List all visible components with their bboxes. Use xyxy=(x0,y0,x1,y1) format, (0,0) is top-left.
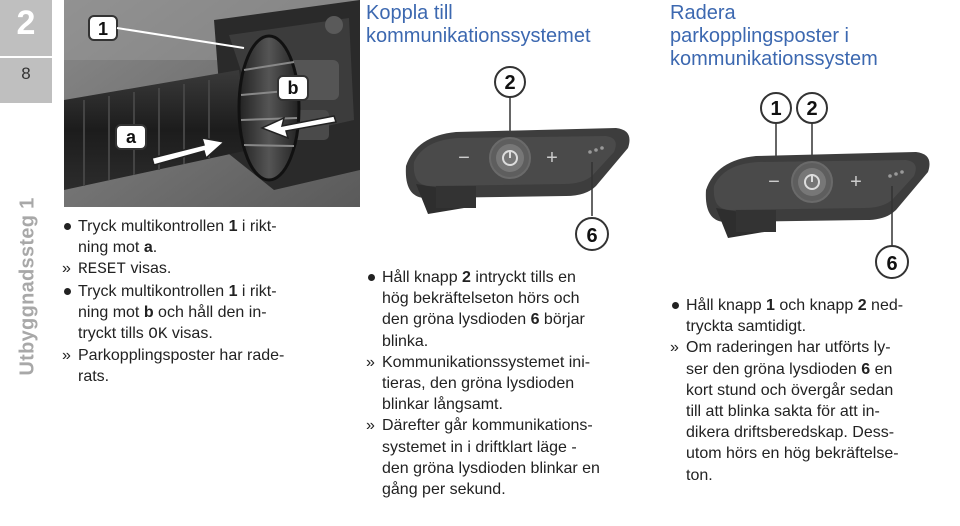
text-line: dikera driftsberedskap. Dess- xyxy=(686,424,895,442)
text-line: ning mot b och håll den in- xyxy=(78,303,267,321)
callout-2-label: 2 xyxy=(806,98,818,120)
text-line: ton. xyxy=(686,466,713,484)
callout-6-label: 6 xyxy=(586,225,598,247)
svg-text:−: − xyxy=(768,171,780,193)
text-line: hög bekräftelseton hörs och xyxy=(382,290,580,308)
result-marker: » xyxy=(62,347,71,365)
text-line: Därefter går kommunikations- xyxy=(382,417,593,435)
text-line: blinkar långsamt. xyxy=(382,396,503,414)
callout-a-label: a xyxy=(125,127,137,147)
communication-unit-illustration xyxy=(670,86,954,286)
instruction-result xyxy=(62,345,352,387)
reference-number: 6 xyxy=(530,311,540,329)
heading-line: kommunikationssystem xyxy=(670,48,878,70)
display-text: RESET xyxy=(78,260,127,279)
bullet-icon xyxy=(368,274,375,281)
communication-unit-photo-pairing xyxy=(366,66,650,262)
col1-instructions xyxy=(62,216,352,388)
bullet-icon xyxy=(64,288,71,295)
reference-number: 1 xyxy=(228,218,238,235)
instruction-step xyxy=(366,267,652,352)
col3-instructions xyxy=(670,295,958,486)
result-marker: » xyxy=(670,339,679,357)
result-marker: » xyxy=(62,260,71,278)
svg-text:−: − xyxy=(458,147,470,169)
text-line: ser den gröna lysdioden 6 en xyxy=(686,360,893,378)
result-marker: » xyxy=(366,353,375,371)
text-line: RESET visas. xyxy=(78,260,172,279)
text-line: gång per sekund. xyxy=(382,481,506,499)
handlebar-illustration xyxy=(64,0,360,207)
text-line: Håll knapp 2 intryckt tills en xyxy=(382,269,576,286)
svg-text:+: + xyxy=(546,147,558,169)
bullet-icon xyxy=(672,302,679,309)
text-line: Om raderingen har utförts ly- xyxy=(686,339,891,357)
svg-text:+: + xyxy=(850,171,862,193)
text-line: Tryck multikontrollen 1 i rikt- xyxy=(78,282,277,300)
heading-line: Radera xyxy=(670,2,736,24)
text-line: systemet in i driftklart läge - xyxy=(382,438,577,456)
heading-line: Koppla till xyxy=(366,2,453,24)
text-line: den gröna lysdioden 6 börjar xyxy=(382,311,585,329)
text-line: Håll knapp 1 och knapp 2 ned- xyxy=(686,297,904,314)
text-line: den gröna lysdioden blinkar en xyxy=(382,459,600,477)
reference-number: a xyxy=(143,239,153,257)
chapter-number: 2 xyxy=(16,4,36,42)
handlebar-multicontroller-photo xyxy=(64,0,360,207)
tab-divider xyxy=(0,56,52,58)
reference-number: 1 xyxy=(766,297,775,314)
text-line: Parkopplingsposter har rade- xyxy=(78,347,285,365)
callout-2-label: 2 xyxy=(504,72,516,94)
section-heading-pairing xyxy=(366,2,656,48)
page-number: 8 xyxy=(21,64,31,83)
col2-instructions xyxy=(366,267,652,500)
reference-number: 2 xyxy=(857,297,867,314)
instruction-result xyxy=(62,258,352,280)
instruction-result xyxy=(366,352,652,416)
text-line: kort stund och övergår sedan xyxy=(686,381,894,399)
callout-6-label: 6 xyxy=(886,253,898,275)
text-line: tryckta samtidigt. xyxy=(686,318,807,336)
callout-b-label: b xyxy=(287,78,299,98)
text-line: till att blinka sakta för att in- xyxy=(686,403,880,421)
instruction-step xyxy=(62,216,352,258)
heading-line: kommunikationssystemet xyxy=(366,25,591,47)
instruction-result xyxy=(670,337,958,485)
side-section-label: Utbyggnadssteg 1 xyxy=(16,197,39,376)
text-line: blinka. xyxy=(382,332,429,350)
result-marker: » xyxy=(366,417,375,435)
heading-line: parkopplingsposter i xyxy=(670,25,849,47)
bullet-icon xyxy=(64,223,71,230)
callout-1-label: 1 xyxy=(97,19,109,39)
callout-1-label: 1 xyxy=(770,98,782,120)
text-line: tryckt tills OK visas. xyxy=(78,325,213,344)
instruction-step xyxy=(670,295,958,337)
section-heading-delete-pairing xyxy=(670,2,960,71)
communication-unit-photo-delete xyxy=(670,86,954,286)
communication-unit-illustration xyxy=(366,66,650,262)
reference-number: b xyxy=(143,303,154,321)
reference-number: 6 xyxy=(861,360,871,378)
text-line: rats. xyxy=(78,368,110,386)
reference-number: 2 xyxy=(462,269,471,286)
text-line: tieras, den gröna lysdioden xyxy=(382,375,575,393)
reference-number: 1 xyxy=(228,282,238,300)
display-text: OK xyxy=(148,325,168,344)
text-line: utom hörs en hög bekräftelse- xyxy=(686,445,899,463)
text-line: Tryck multikontrollen 1 i rikt- xyxy=(78,218,277,235)
text-line: Kommunikationssystemet ini- xyxy=(382,353,591,371)
text-line: ning mot a. xyxy=(78,239,158,257)
instruction-result xyxy=(366,415,652,500)
instruction-step xyxy=(62,281,352,346)
